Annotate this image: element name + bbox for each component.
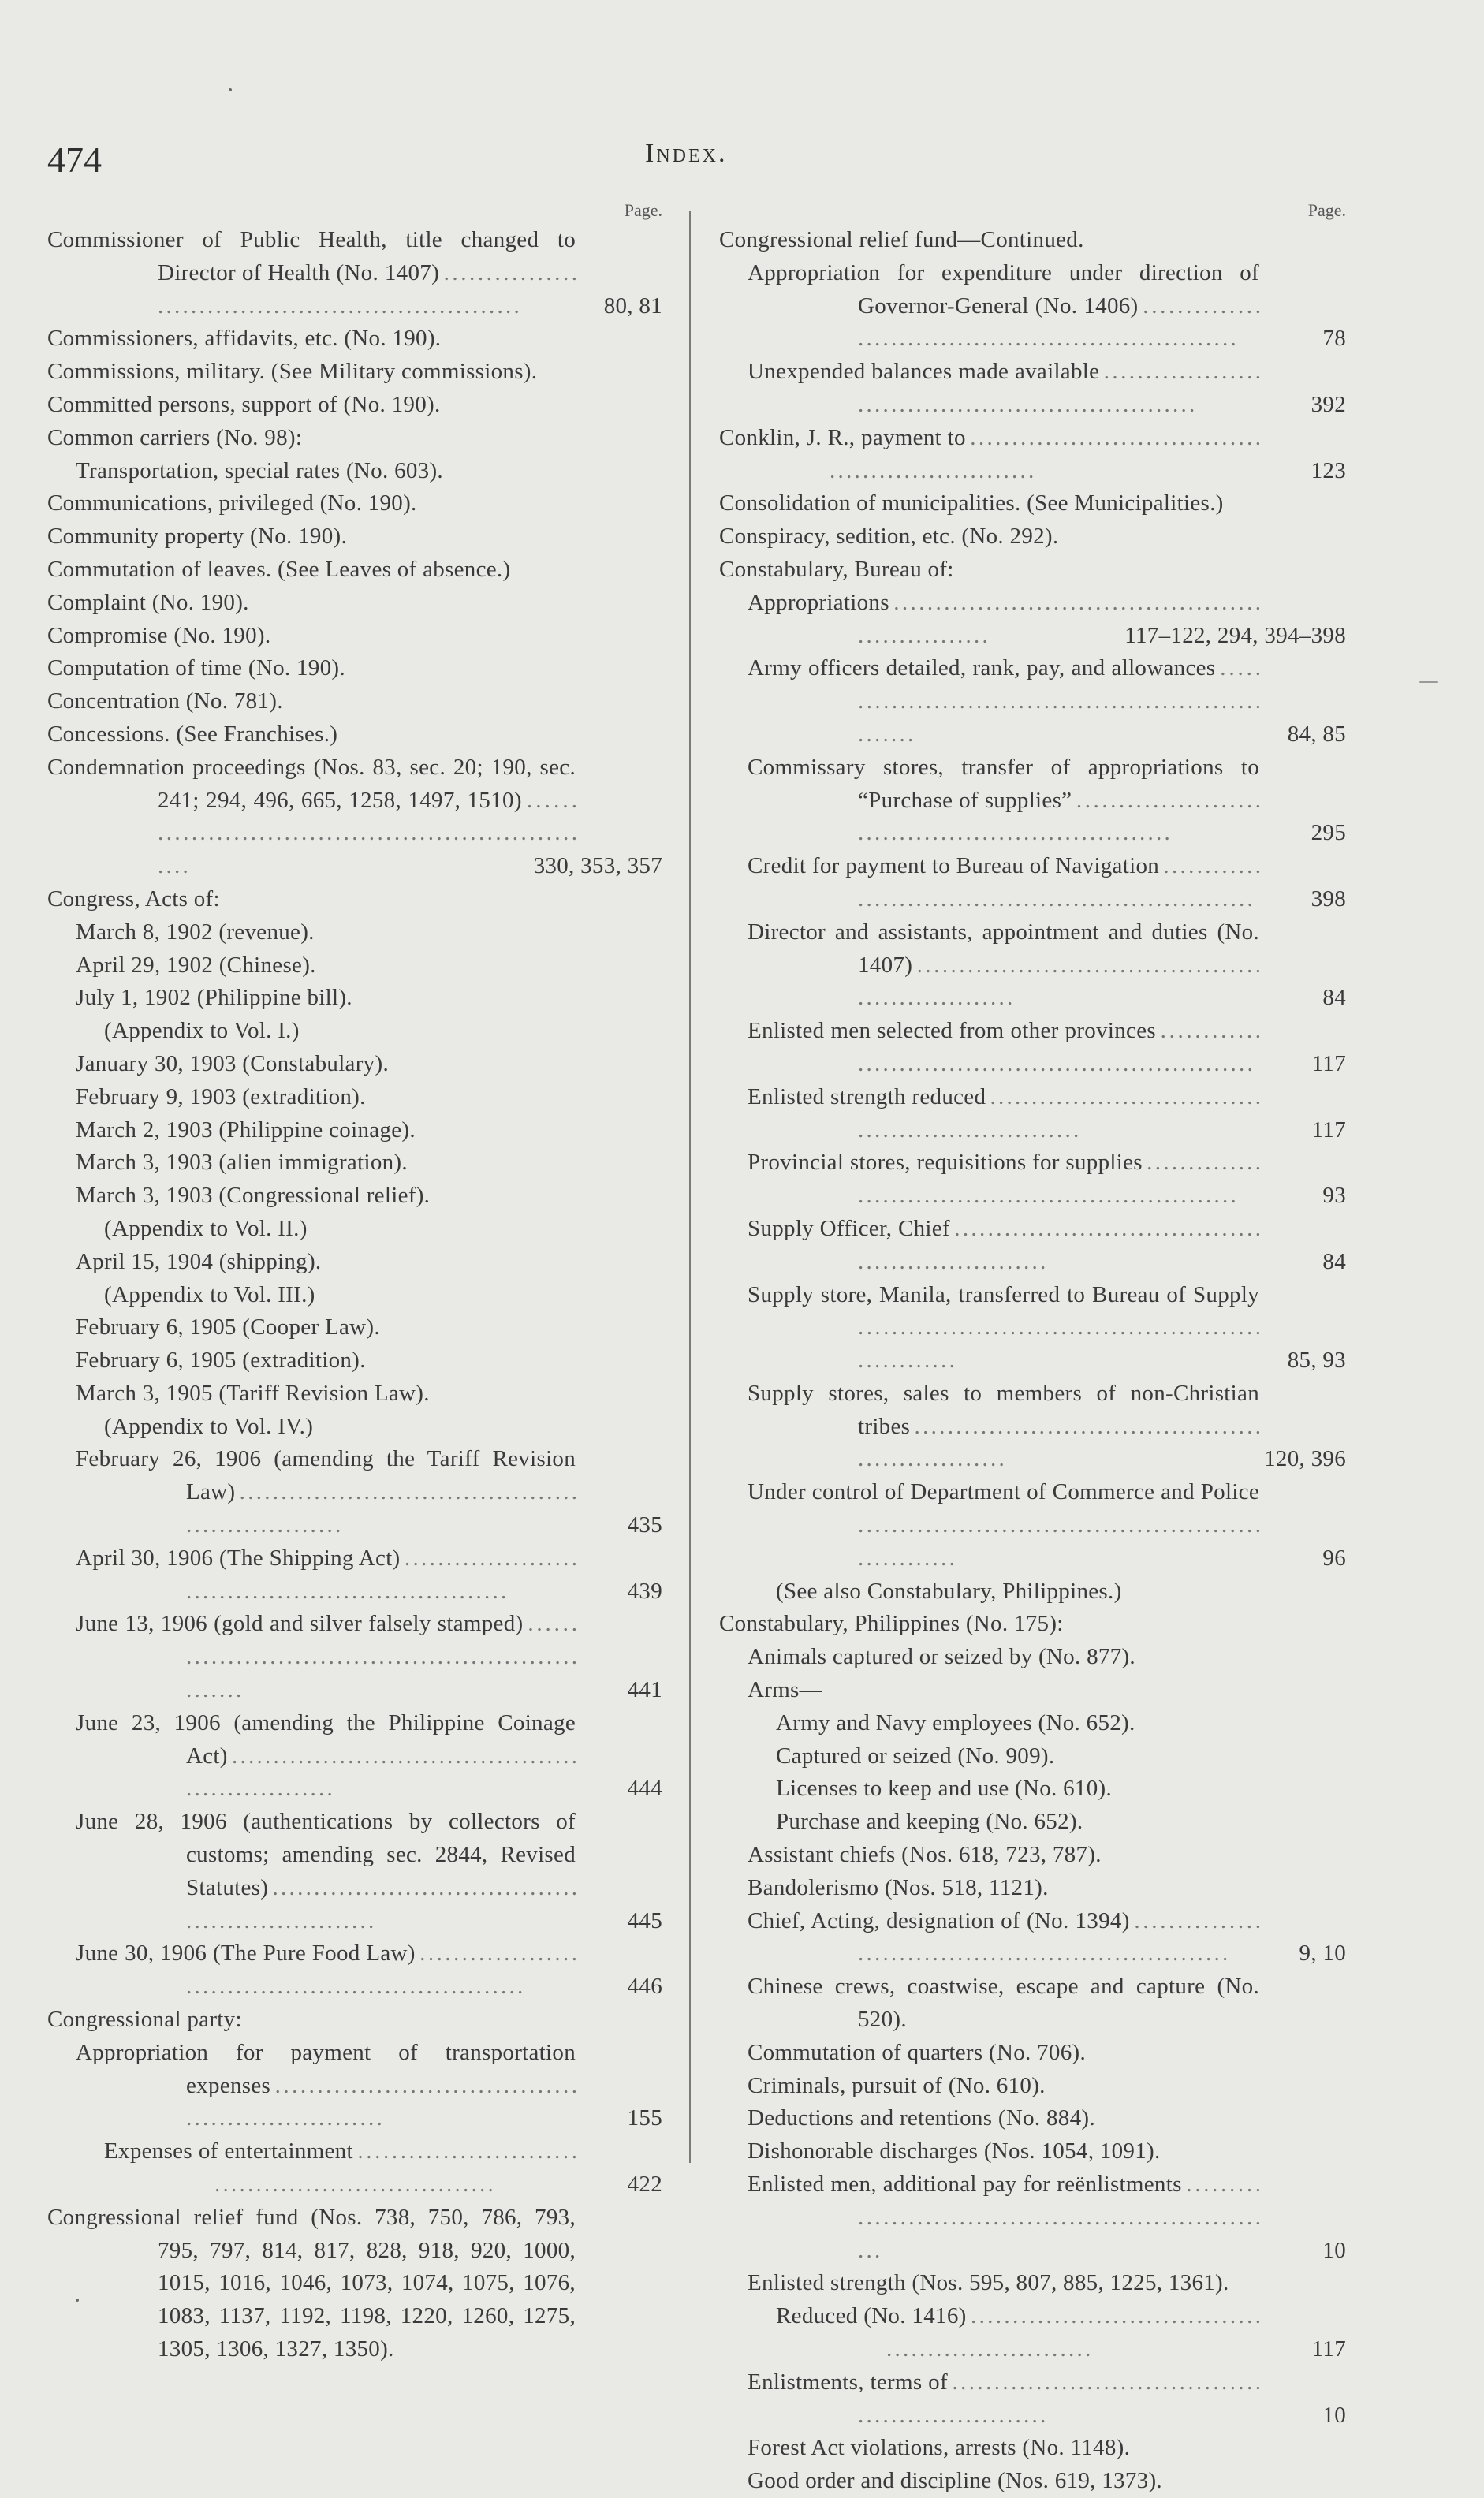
index-entry [748,1378,1346,1476]
index-entry [76,1146,662,1180]
index-entry-text: Arms— [748,1677,822,1703]
index-entry [76,1443,662,1542]
index-entry-text: Committed persons, support of (No. 190). [47,391,441,417]
index-entry-page: 93 [1318,1180,1346,1213]
index-entry [776,1806,1346,1839]
index-column-left [47,197,662,2366]
index-entry [719,224,1346,257]
index-entry [776,1575,1346,1609]
paper-speck [1419,681,1438,683]
index-entry-page: 392 [1307,389,1346,422]
index-entry-page: 85, 93 [1283,1344,1346,1378]
index-entry [76,1114,662,1147]
index-entry-text: Communications, privileged (No. 190). [47,490,417,516]
index-entry [719,422,1346,488]
index-entry-text: Supply Officer, Chief . . . [748,1216,1259,1274]
index-entry-text: Enlistments, terms of . . . [748,2369,1259,2428]
index-column-right [719,197,1346,2498]
index-entry-text: Constabulary, Bureau of: [719,556,954,582]
index-entry [748,2432,1346,2465]
index-entry-text: (Appendix to Vol. I.) [104,1018,300,1044]
index-entry [719,520,1346,554]
index-entry [748,850,1346,916]
index-entry [748,1641,1346,1674]
index-entry [76,1378,662,1411]
index-entry [47,620,662,653]
index-entry [748,2135,1346,2168]
index-entry-text: Good order and discipline (Nos. 619, 1373). [748,2468,1162,2494]
index-entry-text: Chinese crews, coastwise, escape and capture (No. 520). [748,1974,1259,2033]
index-entry [76,455,662,488]
index-entry [47,2004,662,2037]
index-entry [47,685,662,718]
index-entry [76,1180,662,1213]
index-entry-text: (See also Constabulary, Philippines.) [776,1578,1122,1604]
index-entry-text: Assistant chiefs (Nos. 618, 723, 787). [748,1842,1102,1868]
index-entry [776,2300,1346,2366]
index-entry [748,356,1346,422]
index-entry-text: Enlisted strength reduced . . . [748,1084,1259,1143]
index-entry-text: February 6, 1905 (extradition). [76,1348,366,1374]
index-entry-text: (Appendix to Vol. III.) [104,1281,315,1307]
index-entry [748,1279,1346,1378]
index-entry [47,224,662,323]
index-entries-right [719,224,1346,2498]
index-entry-text: June 30, 1906 (The Pure Food Law) . . . [76,1941,576,1999]
index-entry-text: Army and Navy employees (No. 652). [776,1709,1135,1736]
index-entry-text: Under control of Department of Commerce and Police . . . [748,1479,1259,1571]
index-entry [748,587,1346,653]
index-entry [104,1279,662,1312]
index-entry-text: Computation of time (No. 190). [47,655,345,681]
index-entry-text: Complaint (No. 190). [47,589,249,615]
index-entry-text: March 3, 1903 (alien immigration). [76,1150,408,1176]
index-entry-page: 441 [623,1674,662,1707]
index-entry [47,587,662,620]
index-entry-text: February 6, 1905 (Cooper Law). [76,1314,380,1340]
index-entry-text: Enlisted men, additional pay for reënlistments . . . [748,2172,1259,2263]
index-entry-text: Licenses to keep and use (No. 610). [776,1776,1113,1802]
index-entry [76,1608,662,1706]
index-entry-text: Supply stores, sales to members of non-Christian tribes . . . [748,1381,1259,1472]
index-entry-page: 96 [1318,1542,1346,1575]
index-entry [748,257,1346,356]
index-entry-text: Condemnation proceedings (Nos. 83, sec. 20; 190, sec. 241; 294, 496, 665, 1258, 1497, 1510) . . . [47,755,576,878]
index-entry [47,2202,662,2366]
index-entry-page: 10 [1318,2399,1346,2433]
index-entry-text: Congressional relief fund—Continued. [719,227,1084,252]
index-entry-text: Purchase and keeping (No. 652). [776,1809,1083,1835]
index-entry-text: Animals captured or seized by (No. 877). [748,1644,1135,1670]
paper-speck [76,2299,79,2302]
index-entry [748,2070,1346,2103]
index-entry [47,718,662,751]
index-entry-text: March 3, 1903 (Congressional relief). [76,1183,431,1209]
index-entry [47,356,662,389]
index-entry-text: Congressional relief fund (Nos. 738, 750, 786, 793, 795, 797, 814, 817, 828, 918, 920, 1000, 1015, 1016, 1046, 1073, 1074, 1075, 1076, 1083, 1137, 1192, 1198, 1220, 1260, 1275, 1305, 1306, 1327, 1350). [47,2204,576,2362]
index-entry-text: Congressional party: [47,2007,242,2033]
index-entry [748,1674,1346,1707]
index-entry-text: July 1, 1902 (Philippine bill). [76,985,352,1011]
index-entry [47,389,662,422]
column-divider [689,211,691,2163]
index-entry-text: Supply store, Manila, transferred to Bureau of Supply . . . [748,1282,1259,1374]
index-entry [76,916,662,949]
index-entry-text: March 8, 1902 (revenue). [76,919,315,945]
index-entry-text: Criminals, pursuit of (No. 610). [748,2072,1046,2098]
index-entry [748,1839,1346,1872]
index-entry [47,520,662,554]
running-title: Index. [645,139,728,168]
index-entry [76,1311,662,1344]
index-entry-text: Constabulary, Philippines (No. 175): [719,1611,1064,1637]
index-entry [104,1213,662,1246]
index-entry-text: Forest Act violations, arrests (No. 1148). [748,2435,1131,2461]
index-entry-text: March 3, 1905 (Tariff Revision Law). [76,1380,430,1406]
index-entry-page: 422 [623,2168,662,2202]
index-entry-page: 117–122, 294, 394–398 [1120,620,1346,653]
index-entry-text: February 26, 1906 (amending the Tariff Revision Law) . . . [76,1446,576,1538]
index-entry-page: 155 [623,2102,662,2135]
index-entry-text: Compromise (No. 190). [47,622,271,648]
index-entry-page: 117 [1307,1114,1346,1147]
index-entry [76,1344,662,1378]
index-entry-text: April 15, 1904 (shipping). [76,1248,322,1274]
index-entry [748,1476,1346,1575]
index-entry-text: Army officers detailed, rank, pay, and allowances . . . [748,655,1259,747]
index-entry [776,1707,1346,1740]
index-entry-text: Captured or seized (No. 909). [776,1743,1055,1769]
index-entry [47,554,662,587]
index-entry-text: Enlisted men selected from other provinces . . . [748,1018,1259,1076]
index-entry-text: Expenses of entertainment . . . [104,2138,576,2197]
index-entry [719,1608,1346,1641]
index-entry [748,1213,1346,1279]
index-entry [76,1246,662,1279]
index-entry-text: June 23, 1906 (amending the Philippine Coinage Act) . . . [76,1710,576,1802]
index-entry [76,1081,662,1114]
index-entry-page: 117 [1307,2333,1346,2366]
index-entry-page: 445 [623,1905,662,1938]
index-entry-text: Congress, Acts of: [47,885,220,912]
index-entry-text: April 29, 1902 (Chinese). [76,952,316,978]
page-column-heading: Page. [1307,200,1346,220]
index-entry-page: 439 [623,1575,662,1609]
index-entry-page: 9, 10 [1295,1937,1347,1970]
index-entries-left [47,224,662,2366]
index-entry-text: Appropriation for payment of transportation expenses . . . [76,2040,576,2131]
index-entry-text: Conklin, J. R., payment to . . . [719,425,1259,483]
index-entry-text: Concentration (No. 781). [47,688,283,714]
index-entry [748,1905,1346,1971]
index-entry [748,2102,1346,2135]
index-entry [47,652,662,685]
index-entry [748,1015,1346,1081]
index-entry-page: 120, 396 [1259,1443,1346,1476]
page-column-heading: Page. [624,200,662,220]
index-entry-text: Dishonorable discharges (Nos. 1054, 1091). [748,2138,1161,2164]
index-entry-text: Community property (No. 190). [47,524,348,550]
index-entry-text: February 9, 1903 (extradition). [76,1083,366,1109]
index-entry [719,487,1346,520]
index-entry [748,2366,1346,2433]
index-entry [748,2267,1346,2300]
index-entry [748,916,1346,1015]
index-entry-text: Appropriations . . . [748,590,1259,648]
index-entry-text: Director and assistants, appointment and duties (No. 1407) . . . [748,919,1259,1011]
index-entry [47,751,662,883]
index-entry [748,2465,1346,2498]
index-entry [47,487,662,520]
index-entry-page: 78 [1318,323,1346,356]
index-entry [76,1707,662,1806]
index-entry-page: 84 [1318,1246,1346,1279]
paper-speck [229,88,232,91]
index-entry [748,652,1346,751]
index-entry-page: 330, 353, 357 [529,850,662,883]
index-entry-text: Commissioner of Public Health, title changed to Director of Health (No. 1407) . . . [47,227,576,319]
index-entry [748,2168,1346,2267]
index-entry-text: June 13, 1906 (gold and silver falsely stamped) . . . [76,1611,576,1702]
index-entry-text: Transportation, special rates (No. 603). [76,457,443,483]
index-entry-text: Concessions. (See Franchises.) [47,721,338,747]
index-entry [76,1048,662,1081]
page-number: 474 [47,140,102,180]
index-entry [76,1937,662,2004]
index-entry-text: Provincial stores, requisitions for supplies . . . [748,1150,1259,1208]
index-entry-text: January 30, 1903 (Constabulary). [76,1050,389,1076]
index-entry-page: 117 [1307,1048,1346,1081]
index-entry-page: 10 [1318,2235,1346,2268]
index-entry [104,1411,662,1444]
index-entry-text: Unexpended balances made available . . . [748,359,1259,417]
index-entry-page: 84 [1318,982,1346,1015]
index-entry [719,554,1346,587]
index-entry-text: Commutation of quarters (No. 706). [748,2039,1087,2065]
index-entry [76,949,662,982]
index-entry [748,2037,1346,2070]
index-entry-page: 84, 85 [1283,718,1346,751]
index-entry [776,1740,1346,1773]
index-entry-text: June 28, 1906 (authentications by collectors of customs; amending sec. 2844, Revised Statutes) . . . [76,1809,576,1933]
index-entry-text: Deductions and retentions (No. 884). [748,2105,1095,2131]
index-entry-text: Enlisted strength (Nos. 595, 807, 885, 1225, 1361). [748,2270,1229,2296]
index-entry-text: Appropriation for expenditure under direction of Governor-General (No. 1406) . . . [748,260,1259,352]
index-entry-text: (Appendix to Vol. IV.) [104,1413,314,1439]
index-entry-text: Chief, Acting, designation of (No. 1394) . . . [748,1908,1259,1967]
index-entry [104,2135,662,2202]
index-entry-text: Commissary stores, transfer of appropriations to “Purchase of supplies” . . . [748,755,1259,846]
index-entry-text: Commissioners, affidavits, etc. (No. 190). [47,326,442,352]
index-entry-page: 446 [623,1970,662,2004]
index-entry-text: Conspiracy, sedition, etc. (No. 292). [719,524,1059,550]
index-entry-page: 123 [1307,455,1346,488]
index-entry [748,1081,1346,1147]
index-entry-text: Consolidation of municipalities. (See Municipalities.) [719,490,1224,516]
index-entry [104,1015,662,1048]
index-entry-text: (Appendix to Vol. II.) [104,1215,308,1241]
index-entry [76,2037,662,2135]
index-entry [748,1146,1346,1213]
index-entry-text: April 30, 1906 (The Shipping Act) . . . [76,1545,576,1604]
index-entry-page: 295 [1307,817,1346,850]
index-entry [76,1542,662,1609]
index-entry-text: Commutation of leaves. (See Leaves of absence.) [47,556,511,582]
index-entry [47,422,662,455]
index-entry [748,1970,1346,2037]
index-entry-page: 398 [1307,883,1346,916]
index-entry-page: 80, 81 [599,290,662,323]
index-entry [748,1872,1346,1905]
index-entry [76,982,662,1015]
index-entry-page: 444 [623,1773,662,1806]
index-entry [76,1806,662,1937]
index-entry [776,1773,1346,1806]
index-entry-text: Credit for payment to Bureau of Navigation . . . [748,853,1259,912]
index-entry [47,883,662,916]
index-entry-text: March 2, 1903 (Philippine coinage). [76,1117,416,1143]
index-entry-text: Common carriers (No. 98): [47,424,303,450]
index-entry-text: Reduced (No. 1416) . . . [776,2303,1259,2362]
index-entry [748,751,1346,850]
index-entry-text: Commissions, military. (See Military commissions). [47,359,538,385]
index-entry-text: Bandolerismo (Nos. 518, 1121). [748,1874,1049,1900]
index-entry-page: 435 [623,1509,662,1542]
index-entry [47,323,662,356]
